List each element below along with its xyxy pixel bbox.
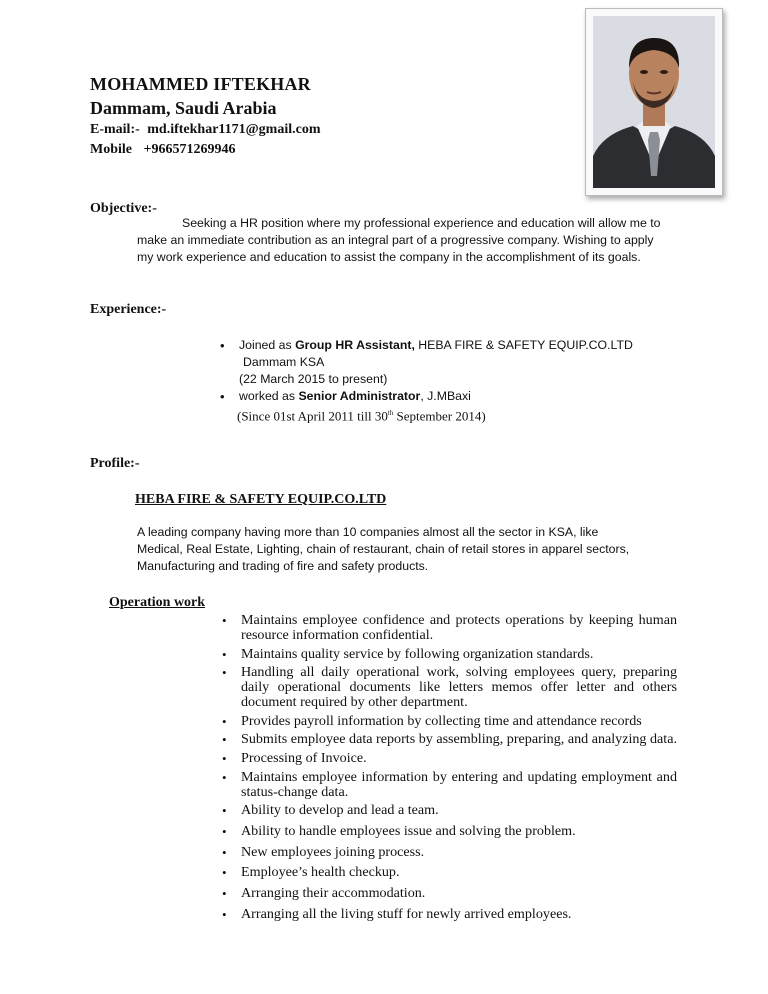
operation-item-text: Maintains quality service by following organization standards.: [241, 645, 594, 662]
job2-company: , J.MBaxi: [420, 389, 471, 403]
profile-photo-frame: [585, 8, 723, 196]
operation-item: [222, 731, 678, 748]
operation-item: [222, 768, 677, 800]
profile-line-2: Medical, Real Estate, Lighting, chain of restaurant, chain of retail stores in apparel sectors,: [137, 542, 630, 556]
mobile-label: Mobile: [90, 142, 132, 157]
operation-item-text: Provides payroll information by collecting time and attendance records: [241, 712, 642, 729]
job2-title: Senior Administrator: [298, 389, 421, 403]
bullet-icon: •: [222, 845, 227, 861]
operation-item: [222, 864, 677, 881]
operation-item: [222, 645, 677, 662]
job2-period-ordinal: th: [387, 409, 394, 417]
bullet-icon: •: [222, 613, 227, 628]
email-address[interactable]: md.iftekhar1171@gmail.com: [147, 122, 321, 137]
job2-period: [237, 405, 659, 424]
bullet-icon: •: [220, 338, 225, 353]
job1-period: (22 March 2015 to present): [239, 372, 388, 386]
bullet-icon: •: [222, 713, 227, 729]
objective-line-3: my work experience and education to assist the company in the accomplishment of its goals.: [137, 250, 641, 264]
job2-period-end: September 2014): [393, 408, 486, 424]
operation-item-text: Processing of Invoice.: [241, 749, 367, 766]
operation-item-text: Employee’s health checkup.: [241, 864, 400, 881]
job2-prefix: worked as: [239, 389, 299, 403]
operation-item: [222, 712, 677, 729]
operation-item-text: Ability to develop and lead a team.: [241, 802, 439, 819]
operation-work-list: [222, 612, 678, 926]
operation-item: [222, 612, 677, 643]
objective-line-2: make an immediate contribution as an integral part of a progressive company. Wishing to apply: [137, 233, 654, 247]
operation-item-text: Maintains employee confidence and protects operations by keeping human resource information confidential.: [241, 612, 677, 643]
email-line: [90, 122, 321, 138]
bullet-icon: •: [222, 665, 227, 681]
operation-item: [222, 906, 677, 923]
profile-company-name: HEBA FIRE & SAFETY EQUIP.CO.LTD: [135, 492, 387, 507]
operation-item-text: Handling all daily operational work, solving employees query, preparing daily operational documents like letters memos offer letter and others document required by other department.: [241, 664, 677, 711]
operation-work-heading: Operation work: [109, 595, 206, 610]
bullet-icon: •: [220, 389, 225, 404]
bullet-icon: •: [222, 732, 227, 748]
bullet-icon: •: [222, 750, 227, 766]
profile-line-3: Manufacturing and trading of fire and safety products.: [137, 559, 429, 573]
operation-item: [222, 844, 677, 861]
bullet-icon: •: [222, 803, 227, 819]
objective-line-1: Seeking a HR position where my professional experience and education will allow me to: [182, 216, 661, 230]
job1-prefix: Joined as: [239, 338, 296, 352]
profile-photo: [593, 16, 715, 188]
bullet-icon: •: [222, 886, 227, 902]
operation-item: [222, 823, 677, 840]
operation-item-text: Maintains employee information by entering and updating employment and status-change data.: [241, 768, 677, 800]
experience-heading: Experience:-: [90, 302, 167, 317]
profile-line-1: A leading company having more than 10 companies almost all the sector in KSA, like: [137, 525, 599, 539]
operation-item: [222, 802, 677, 819]
bullet-icon: •: [222, 824, 227, 840]
experience-item: [220, 388, 659, 424]
objective-heading: Objective:-: [90, 201, 157, 216]
operation-item-text: Submits employee data reports by assembling, preparing, and analyzing data.: [241, 731, 678, 748]
operation-item: [222, 749, 677, 766]
bullet-icon: •: [222, 907, 227, 923]
job1-company: HEBA FIRE & SAFETY EQUIP.CO.LTD: [414, 338, 633, 352]
operation-item-text: Ability to handle employees issue and solving the problem.: [241, 823, 576, 840]
mobile-number: +966571269946: [143, 142, 236, 157]
operation-item-text: Arranging their accommodation.: [241, 885, 426, 902]
operation-item: [222, 664, 677, 711]
job2-period-start: (Since 01st April 2011 till 30: [237, 408, 388, 424]
bullet-icon: •: [222, 865, 227, 881]
operation-item-text: New employees joining process.: [241, 844, 425, 861]
mobile-line: [90, 142, 235, 158]
operation-item-text: Arranging all the living stuff for newly arrived employees.: [241, 906, 572, 923]
candidate-location: Dammam, Saudi Arabia: [90, 98, 277, 118]
portrait-illustration: [593, 16, 715, 188]
experience-item: [220, 337, 659, 388]
job1-location: Dammam KSA: [243, 355, 325, 369]
candidate-name: MOHAMMED IFTEKHAR: [90, 74, 311, 94]
profile-heading: Profile:-: [90, 456, 140, 471]
operation-item: [222, 885, 677, 902]
email-label: E-mail:-: [90, 122, 140, 137]
bullet-icon: •: [222, 646, 227, 662]
job1-title: Group HR Assistant,: [295, 338, 415, 352]
bullet-icon: •: [222, 769, 227, 785]
experience-list: [220, 337, 659, 424]
